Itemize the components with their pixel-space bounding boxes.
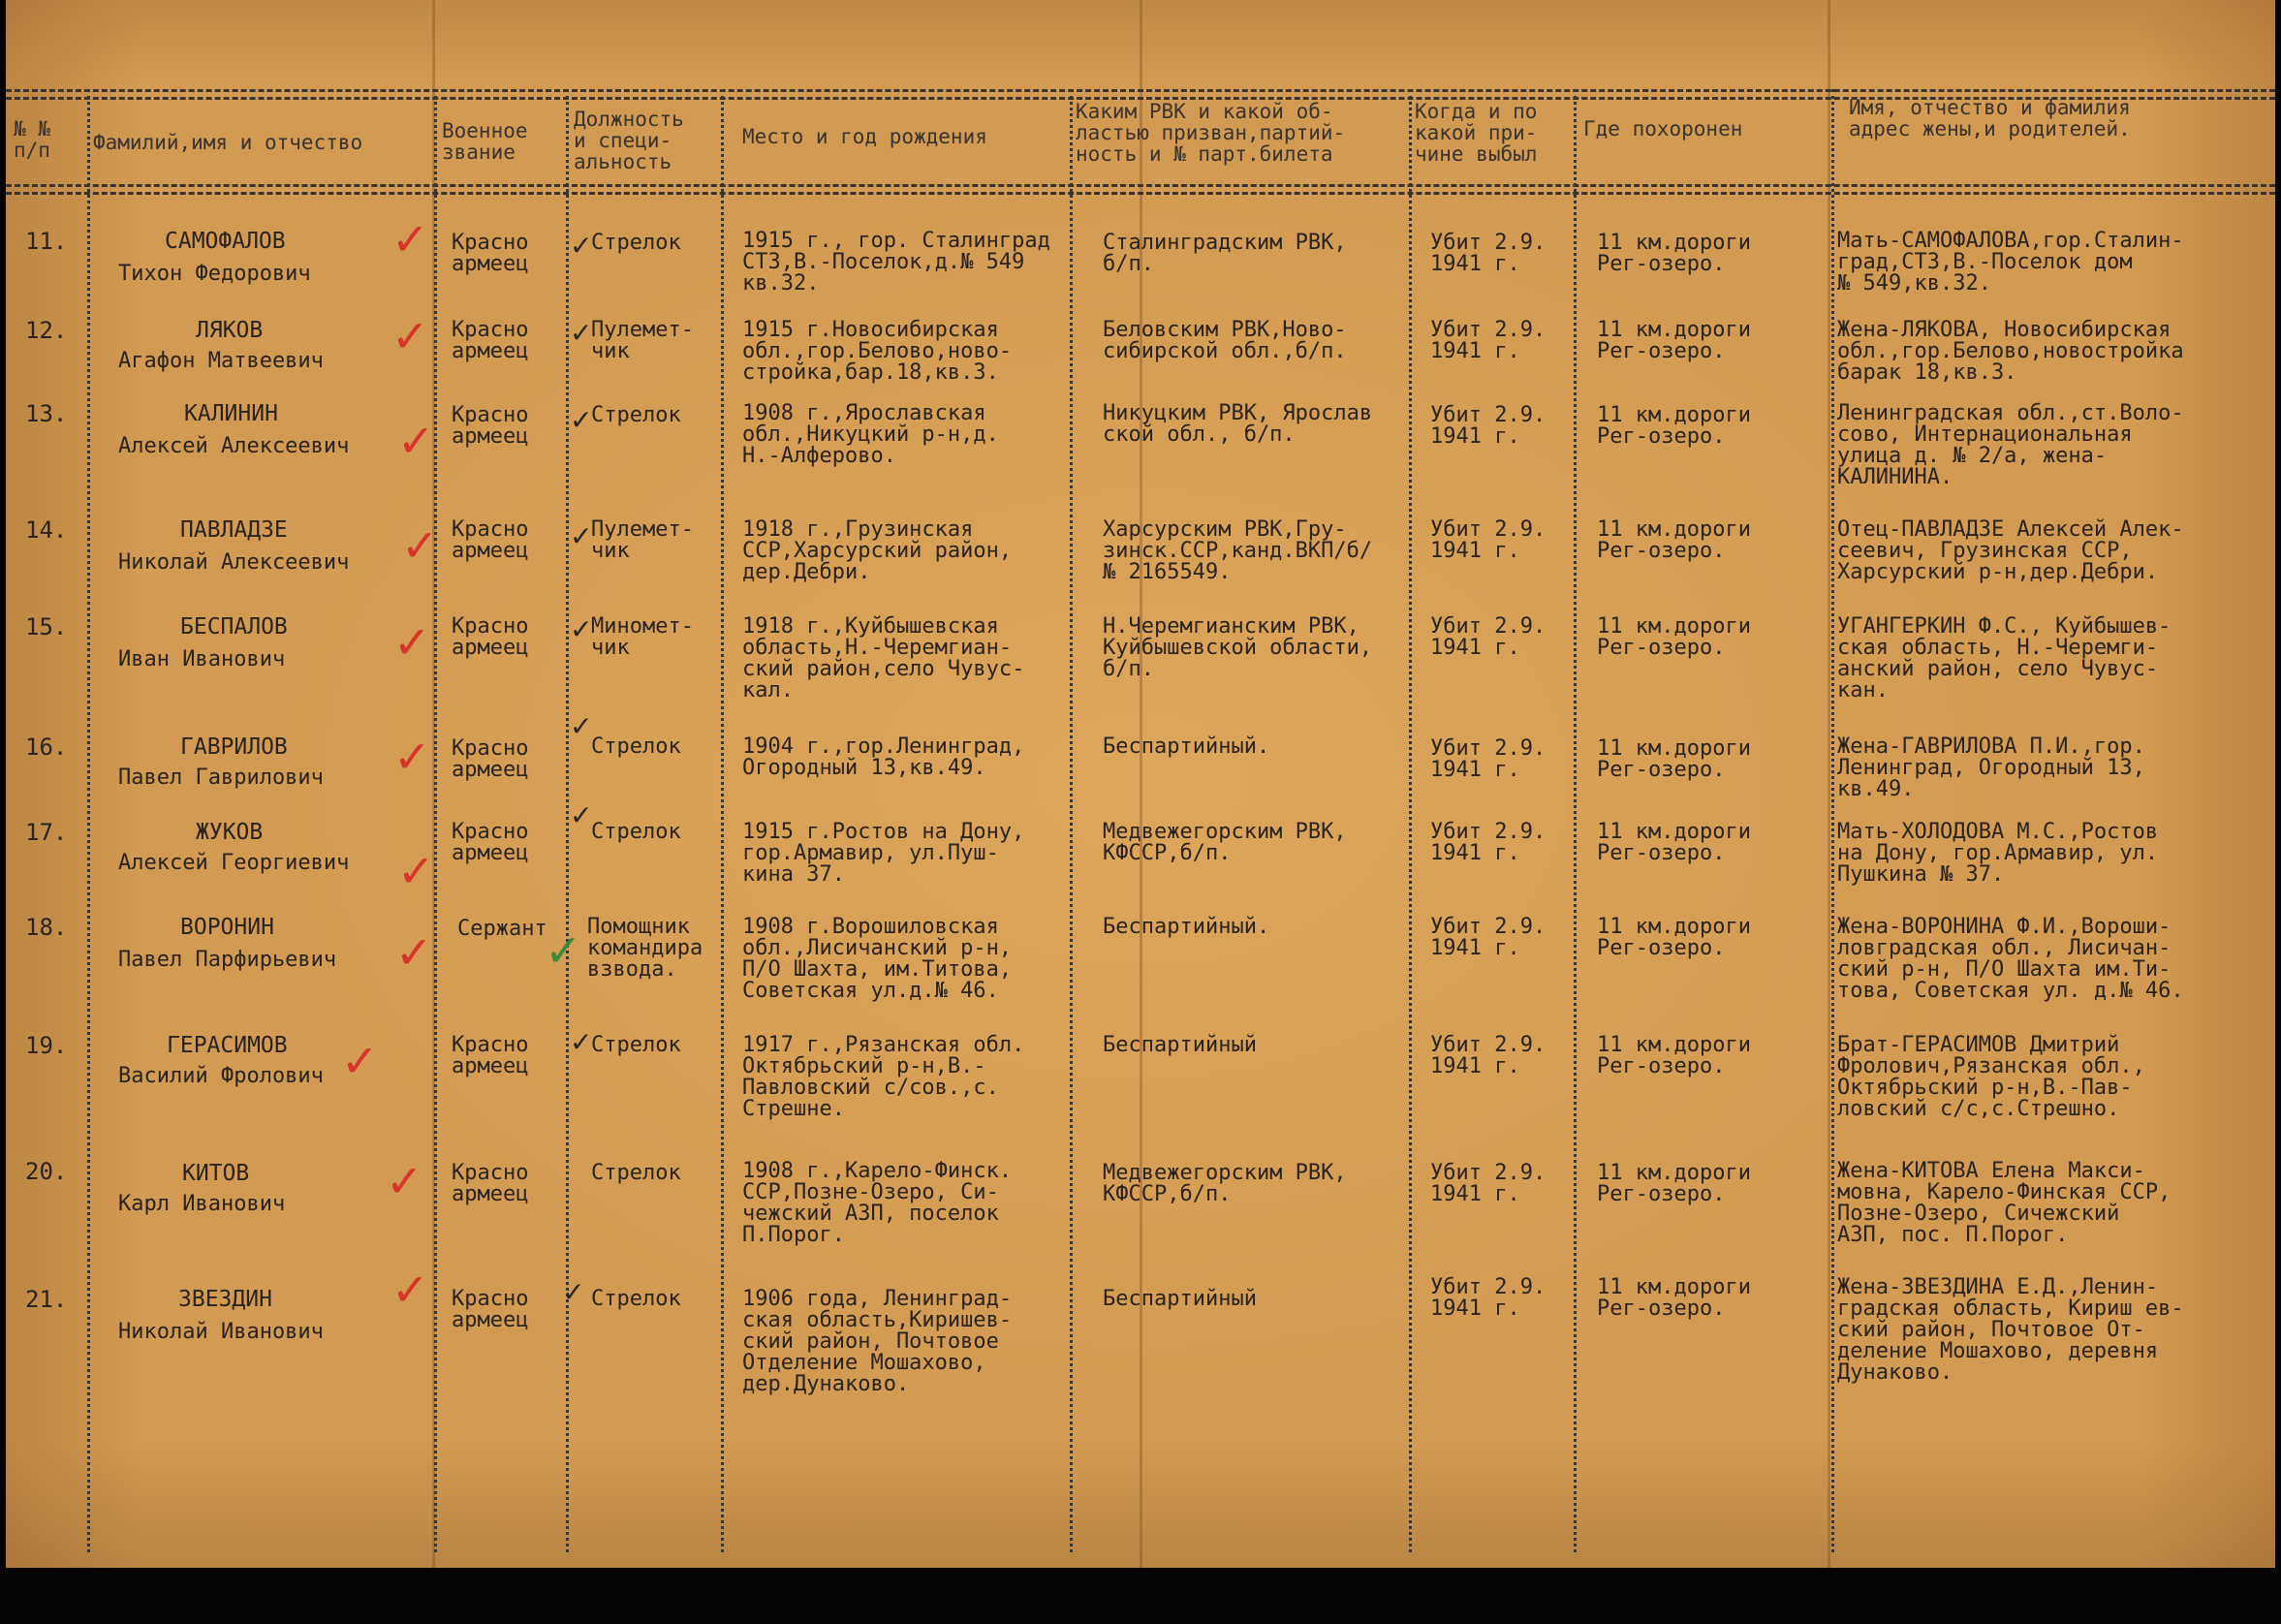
row-relatives: Жена-ЗВЕЗДИНА Е.Д.,Ленин- градская область, Кириш ев- ский район, Почтовое От- деление Мошахово, деревня Дунаково. <box>1837 1275 2184 1385</box>
red-check-icon: ✓ <box>391 1264 429 1316</box>
red-check-icon: ✓ <box>386 1155 423 1207</box>
row-number: 14. <box>25 516 68 544</box>
row-given-name: Павел Гаврилович <box>118 765 324 790</box>
row-draft: Медвежегорским РВК, КФССР,б/п. <box>1103 1161 1347 1206</box>
header-draft: Каким РВК и какой об- ластью призван,партий- ность и № парт.билета <box>1076 100 1346 166</box>
red-check-icon: ✓ <box>397 845 435 897</box>
red-check-icon: ✓ <box>391 213 429 265</box>
row-given-name: Николай Иванович <box>118 1320 324 1344</box>
column-divider <box>87 89 90 1552</box>
row-number: 11. <box>25 228 68 255</box>
row-birth: 1908 г.,Ярославская обл.,Никуцкий р-н,д. Н.-Алферово. <box>742 401 999 468</box>
row-given-name: Василий Фролович <box>118 1064 324 1088</box>
row-draft: Беспартийный. <box>1103 734 1270 759</box>
row-relatives: Жена-ЛЯКОВА, Новосибирская обл.,гор.Белово,новостройка барак 18,кв.3. <box>1837 318 2184 385</box>
row-position: Пулемет- чик <box>591 318 694 363</box>
row-when: Убит 2.9. 1941 г. <box>1430 820 1547 865</box>
pencil-check-icon: ✓ <box>562 1276 585 1308</box>
pencil-check-icon: ✓ <box>570 317 593 349</box>
row-burial: 11 км.дороги Рег-озеро. <box>1597 915 1751 960</box>
row-rank: Красно армеец <box>452 403 529 449</box>
green-check-icon: ✓ <box>545 924 582 977</box>
row-rank: Красно армеец <box>452 614 529 660</box>
row-when: Убит 2.9. 1941 г. <box>1430 736 1547 782</box>
row-surname: ЖУКОВ <box>196 820 264 845</box>
pencil-check-icon: ✓ <box>570 799 593 831</box>
row-relatives: УГАНГЕРКИН Ф.С., Куйбышев- ская область, Н.-Черемги- анский район, село Чувус- кан. <box>1837 614 2172 703</box>
column-divider <box>1409 89 1412 1552</box>
row-birth: 1906 года, Ленинград- ская область,Киришев- ский район, Почтовое Отделение Мошахово, дер.Дунаково. <box>742 1287 1013 1396</box>
row-position: Стрелок <box>591 231 681 255</box>
row-number: 15. <box>25 613 68 640</box>
row-number: 19. <box>25 1032 68 1059</box>
row-position: Стрелок <box>591 403 681 427</box>
red-check-icon: ✓ <box>341 1035 379 1087</box>
row-draft: Беспартийный. <box>1103 915 1270 939</box>
row-surname: ГАВРИЛОВ <box>180 734 288 760</box>
row-when: Убит 2.9. 1941 г. <box>1430 403 1547 449</box>
row-rank: Красно армеец <box>452 231 529 276</box>
pencil-check-icon: ✓ <box>570 404 593 436</box>
row-burial: 11 км.дороги Рег-озеро. <box>1597 1161 1751 1206</box>
row-draft: Беловским РВК,Ново- сибирской обл.,б/п. <box>1103 318 1347 363</box>
row-relatives: Жена-ВОРОНИНА Ф.И.,Вороши- ловградская обл., Лисичан- ский р-н, П/О Шахта им.Ти- това, Советская ул. д.№ 46. <box>1837 915 2184 1003</box>
row-position: Стрелок <box>591 1161 681 1185</box>
header-birth: Место и год рождения <box>742 125 987 148</box>
row-burial: 11 км.дороги Рег-озеро. <box>1597 403 1751 449</box>
header-position: Должность и специ- альность <box>574 108 684 173</box>
row-given-name: Алексей Георгиевич <box>118 851 350 875</box>
row-burial: 11 км.дороги Рег-озеро. <box>1597 318 1751 363</box>
row-when: Убит 2.9. 1941 г. <box>1430 231 1547 276</box>
row-draft: Н.Черемгианским РВК, Куйбышевской области, б/п. <box>1103 614 1373 681</box>
row-birth: 1915 г., гор. Сталинград СТЗ,В.-Поселок,д.№ 549 кв.32. <box>742 229 1050 296</box>
row-relatives: Мать-САМОФАЛОВА,гор.Сталин- град,СТЗ,В.-Поселок дом № 549,кв.32. <box>1837 229 2184 296</box>
row-burial: 11 км.дороги Рег-озеро. <box>1597 614 1751 660</box>
row-number: 13. <box>25 400 68 427</box>
row-rank: Красно армеец <box>452 820 529 865</box>
row-given-name: Карл Иванович <box>118 1192 286 1216</box>
red-check-icon: ✓ <box>397 415 435 467</box>
row-burial: 11 км.дороги Рег-озеро. <box>1597 517 1751 563</box>
row-relatives: Мать-ХОЛОДОВА М.С.,Ростов на Дону, гор.Армавир, ул. Пушкина № 37. <box>1837 820 2159 887</box>
row-given-name: Павел Парфирьевич <box>118 948 337 972</box>
red-check-icon: ✓ <box>391 310 429 362</box>
column-divider <box>1831 89 1834 1552</box>
row-birth: 1918 г.,Куйбышевская область,Н.-Черемгиан- ский район,село Чувус- кал. <box>742 614 1025 703</box>
row-draft: Никуцким РВК, Ярослав ской обл., б/п. <box>1103 401 1373 447</box>
row-position: Стрелок <box>591 734 681 759</box>
row-when: Убит 2.9. 1941 г. <box>1430 1033 1547 1078</box>
row-draft: Беспартийный <box>1103 1287 1257 1311</box>
row-birth: 1904 г.,гор.Ленинград, Огородный 13,кв.49. <box>742 734 1025 780</box>
row-number: 18. <box>25 914 68 941</box>
row-relatives: Брат-ГЕРАСИМОВ Дмитрий Фролович,Рязанская обл., Октябрьский р-н,В.-Пав- ловский с/с,с.Стрешно. <box>1837 1033 2145 1121</box>
column-divider <box>721 89 724 1552</box>
row-surname: ЗВЕЗДИН <box>178 1287 272 1312</box>
header-bottom-rule <box>6 184 2275 187</box>
row-surname: КАЛИНИН <box>184 401 278 426</box>
row-given-name: Алексей Алексеевич <box>118 434 350 458</box>
row-birth: 1908 г.,Карело-Финск. ССР,Позне-Озеро, Си- чежский АЗП, поселок П.Порог. <box>742 1159 1013 1247</box>
row-when: Убит 2.9. 1941 г. <box>1430 915 1547 960</box>
row-rank: Красно армеец <box>452 318 529 363</box>
row-burial: 11 км.дороги Рег-озеро. <box>1597 231 1751 276</box>
row-position: Стрелок <box>591 820 681 844</box>
row-rank: Сержант <box>457 917 547 941</box>
row-birth: 1915 г.Ростов на Дону, гор.Армавир, ул.Пуш- кина 37. <box>742 820 1025 887</box>
paper-fold <box>1828 0 1830 1568</box>
row-relatives: Жена-ГАВРИЛОВА П.И.,гор. Ленинград, Огородный 13, кв.49. <box>1837 734 2145 801</box>
row-surname: ВОРОНИН <box>180 915 274 940</box>
row-when: Убит 2.9. 1941 г. <box>1430 318 1547 363</box>
row-relatives: Жена-КИТОВА Елена Макси- мовна, Карело-Финская ССР, Позне-Озеро, Сичежский АЗП, пос. П.Порог. <box>1837 1159 2172 1247</box>
row-surname: ПАВЛАДЗЕ <box>180 517 288 543</box>
row-relatives: Отец-ПАВЛАДЗЕ Алексей Алек- сеевич, Грузинская ССР, Харсурский р-н,дер.Дебри. <box>1837 517 2184 584</box>
row-birth: 1918 г.,Грузинская ССР,Харсурский район, дер.Дебри. <box>742 517 1013 584</box>
row-burial: 11 км.дороги Рег-озеро. <box>1597 1033 1751 1078</box>
row-rank: Красно армеец <box>452 736 529 782</box>
row-given-name: Иван Иванович <box>118 647 286 671</box>
row-when: Убит 2.9. 1941 г. <box>1430 614 1547 660</box>
header-burial: Где похоронен <box>1583 117 1743 141</box>
row-given-name: Николай Алексеевич <box>118 550 350 575</box>
row-burial: 11 км.дороги Рег-озеро. <box>1597 820 1751 865</box>
row-birth: 1917 г.,Рязанская обл. Октябрьский р-н,В.- Павловский с/сов.,с. Стрешне. <box>742 1033 1025 1121</box>
red-check-icon: ✓ <box>401 519 439 572</box>
document-sheet <box>6 0 2275 1568</box>
row-surname: ЛЯКОВ <box>196 318 264 343</box>
row-rank: Красно армеец <box>452 1287 529 1332</box>
row-relatives: Ленинградская обл.,ст.Воло- сово, Интернациональная улица д. № 2/а, жена- КАЛИНИНА. <box>1837 401 2184 489</box>
row-draft: Беспартийный <box>1103 1033 1257 1057</box>
column-divider <box>1070 89 1073 1552</box>
red-check-icon: ✓ <box>393 731 431 783</box>
row-number: 16. <box>25 734 68 761</box>
row-rank: Красно армеец <box>452 1161 529 1206</box>
row-birth: 1908 г.Ворошиловская обл.,Лисичанский р-н, П/О Шахта, им.Титова, Советская ул.д.№ 46. <box>742 915 1013 1003</box>
pencil-check-icon: ✓ <box>570 230 593 262</box>
row-draft: Медвежегорским РВК, КФССР,б/п. <box>1103 820 1347 865</box>
header-num: № № п/п <box>14 117 50 162</box>
header-rank: Военное звание <box>442 119 528 164</box>
row-given-name: Тихон Федорович <box>118 262 311 286</box>
column-divider <box>566 89 569 1552</box>
row-burial: 11 км.дороги Рег-озеро. <box>1597 736 1751 782</box>
row-when: Убит 2.9. 1941 г. <box>1430 517 1547 563</box>
row-birth: 1915 г.Новосибирская обл.,гор.Белово,ново- стройка,бар.18,кв.3. <box>742 318 1013 385</box>
header-relatives: Имя, отчество и фамилия адрес жены,и родителей. <box>1849 96 2131 141</box>
row-when: Убит 2.9. 1941 г. <box>1430 1161 1547 1206</box>
row-given-name: Агафон Матвеевич <box>118 349 324 373</box>
column-divider <box>434 89 437 1552</box>
row-burial: 11 км.дороги Рег-озеро. <box>1597 1275 1751 1321</box>
pencil-check-icon: ✓ <box>570 520 593 552</box>
row-number: 17. <box>25 819 68 846</box>
header-when: Когда и по какой при- чине выбыл <box>1415 100 1538 166</box>
header-bottom-rule <box>6 192 2275 195</box>
row-surname: ГЕРАСИМОВ <box>167 1033 288 1058</box>
row-number: 20. <box>25 1158 68 1185</box>
row-position: Пулемет- чик <box>591 517 694 563</box>
row-position: Стрелок <box>591 1287 681 1311</box>
header-top-rule <box>6 89 2275 92</box>
row-draft: Харсурским РВК,Гру- зинск.ССР,канд.ВКП/б/ № 2165549. <box>1103 517 1373 584</box>
row-position: Миномет- чик <box>591 614 694 660</box>
row-when: Убит 2.9. 1941 г. <box>1430 1275 1547 1321</box>
pencil-check-icon: ✓ <box>570 613 593 645</box>
red-check-icon: ✓ <box>395 926 433 979</box>
row-rank: Красно армеец <box>452 1033 529 1078</box>
row-surname: КИТОВ <box>182 1161 250 1186</box>
header-name: Фамилий,имя и отчество <box>93 131 363 154</box>
pencil-check-icon: ✓ <box>570 710 593 742</box>
column-divider <box>1574 89 1577 1552</box>
row-surname: БЕСПАЛОВ <box>180 614 288 640</box>
row-position: Стрелок <box>591 1033 681 1057</box>
red-check-icon: ✓ <box>393 616 431 669</box>
pencil-check-icon: ✓ <box>570 1026 593 1058</box>
row-number: 21. <box>25 1286 68 1313</box>
row-rank: Красно армеец <box>452 517 529 563</box>
row-draft: Сталинградским РВК, б/п. <box>1103 231 1347 276</box>
row-surname: САМОФАЛОВ <box>165 229 286 254</box>
row-position: Помощник командира взвода. <box>587 915 703 982</box>
row-number: 12. <box>25 317 68 344</box>
